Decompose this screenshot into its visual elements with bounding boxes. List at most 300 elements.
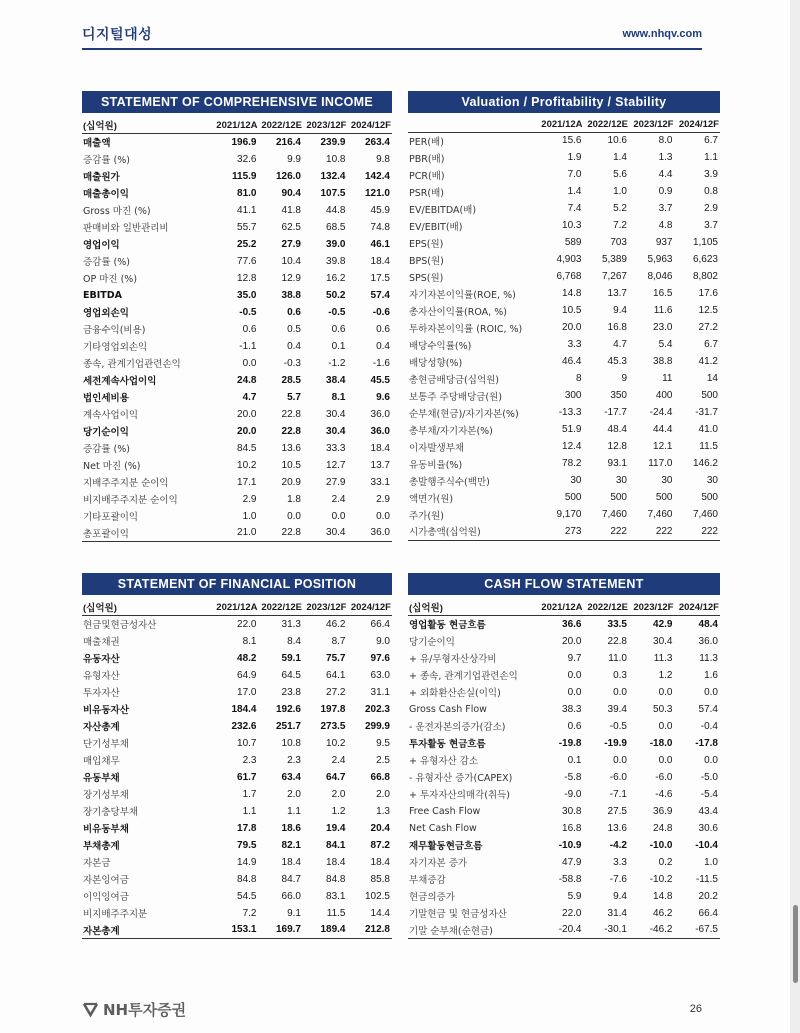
value-cell: 57.4 (698, 703, 718, 715)
row-label: 배당성향(%) (409, 357, 463, 369)
value-cell: 0.2 (658, 856, 673, 868)
value-cell: 2.9 (242, 493, 257, 505)
value-cell: 0.0 (704, 686, 718, 698)
value-cell: 0.0 (567, 686, 582, 698)
income-statement-title: STATEMENT OF COMPREHENSIVE INCOME (82, 91, 392, 113)
value-cell: 27.5 (607, 805, 627, 817)
value-cell: 8.0 (658, 135, 673, 147)
value-cell: 8.1 (242, 635, 257, 647)
value-cell: 22.8 (607, 635, 627, 647)
value-cell: 5.7 (287, 391, 301, 403)
value-cell: -0.4 (700, 720, 718, 732)
website-link[interactable]: www.nhqv.com (622, 28, 702, 40)
value-cell: 5.9 (567, 890, 582, 902)
row-label: EV/EBITDA(배) (409, 204, 477, 216)
value-cell: 54.5 (237, 890, 257, 902)
table-row (82, 735, 392, 752)
value-cell: 7.0 (567, 169, 582, 180)
value-cell: 21.0 (214, 525, 259, 542)
value-cell: 17.6 (698, 288, 718, 299)
table-row (82, 803, 392, 820)
table-header-row (82, 118, 392, 134)
value-cell: 8,802 (692, 271, 718, 282)
value-cell: 18.4 (326, 856, 346, 868)
value-cell: 9.9 (287, 153, 301, 165)
value-cell: 5.4 (658, 339, 673, 350)
value-cell: -6.0 (609, 771, 627, 783)
value-cell: 5,389 (601, 254, 627, 265)
table-row (82, 440, 392, 457)
row-label: 주가(원) (409, 510, 444, 522)
value-cell: 3.3 (567, 339, 582, 350)
value-cell: -58.8 (558, 873, 582, 885)
value-cell: 0.0 (658, 720, 673, 732)
table-row (408, 854, 720, 871)
table-row (408, 786, 720, 803)
value-cell: 35.0 (237, 289, 257, 301)
value-cell: 85.8 (370, 873, 390, 885)
value-cell: 27.9 (326, 476, 346, 488)
value-cell: 84.1 (326, 839, 346, 851)
value-cell: 13.7 (370, 459, 390, 471)
row-label: 총현금배당금(십억원) (409, 374, 500, 386)
table-header-row (82, 600, 392, 616)
value-cell: 74.8 (370, 221, 390, 233)
row-label: 자산총계 (83, 722, 120, 733)
value-cell: 3.7 (704, 220, 718, 231)
value-cell: 2.0 (376, 788, 390, 800)
value-cell: 87.2 (370, 839, 390, 851)
value-cell: 117.0 (648, 458, 673, 469)
value-cell: 1.9 (567, 152, 582, 163)
value-cell: 22.8 (259, 525, 304, 542)
value-cell: 9.1 (287, 907, 301, 919)
value-cell: 273.5 (320, 720, 346, 732)
row-label: 당기순이익 (83, 427, 129, 438)
value-cell: 2.4 (331, 493, 346, 505)
row-label: - 유형자산 증가(CAPEX) (409, 773, 513, 784)
value-cell: 4.4 (658, 169, 673, 180)
table-row (408, 132, 720, 149)
row-label: 판매비와 일반관리비 (83, 223, 169, 234)
value-cell: 93.1 (607, 458, 627, 469)
value-cell: 222 (675, 523, 721, 540)
year-header: 2024/12F (675, 600, 721, 616)
value-cell: 7,460 (692, 509, 718, 520)
year-header: 2023/12F (629, 600, 675, 616)
value-cell: 1.0 (704, 856, 718, 868)
value-cell: 19.4 (326, 822, 346, 834)
value-cell: -46.2 (629, 922, 675, 939)
value-cell: 46.2 (326, 618, 346, 630)
value-cell: -67.5 (675, 922, 721, 939)
value-cell: 18.6 (281, 822, 301, 834)
value-cell: 82.1 (281, 839, 301, 851)
header-divider (82, 48, 702, 50)
table-row (82, 701, 392, 718)
table-row (408, 752, 720, 769)
unit-header: (십억원) (82, 118, 214, 134)
table-row (82, 633, 392, 650)
value-cell: -0.5 (239, 306, 257, 318)
value-cell: 350 (610, 390, 627, 401)
value-cell: 16.8 (562, 822, 582, 834)
row-label: 유동비율(%) (409, 459, 463, 471)
value-cell: 38.3 (562, 703, 582, 715)
row-label: 총부채/자기자본(%) (409, 425, 493, 437)
year-header: 2022/12E (259, 118, 304, 134)
row-label: + 종속, 관계기업관련손익 (409, 671, 518, 682)
table-row (408, 769, 720, 786)
value-cell: 63.0 (370, 669, 390, 681)
row-label: 비유동부채 (83, 824, 129, 835)
value-cell: 17.5 (370, 272, 390, 284)
value-cell: 36.6 (562, 618, 582, 630)
table-row (82, 168, 392, 185)
value-cell: 78.2 (562, 458, 582, 469)
value-cell: -1.6 (372, 357, 390, 369)
table-row (82, 202, 392, 219)
value-cell: 38.4 (326, 374, 346, 386)
value-cell: -0.6 (372, 306, 390, 318)
value-cell: 4,903 (556, 254, 582, 265)
value-cell: 41.0 (698, 424, 718, 435)
value-cell: 0.0 (658, 686, 673, 698)
row-label: EV/EBIT(배) (409, 221, 463, 233)
value-cell: 500 (655, 492, 673, 503)
value-cell: -17.8 (695, 737, 718, 749)
value-cell: 30 (570, 475, 582, 486)
row-label: + 유형자산 감소 (409, 756, 479, 767)
value-cell: 32.6 (237, 153, 257, 165)
value-cell: 1.6 (704, 669, 718, 681)
table-row (82, 491, 392, 508)
value-cell: -7.1 (609, 788, 627, 800)
value-cell: 9.4 (613, 890, 627, 902)
value-cell: -1.1 (239, 340, 257, 352)
table-row (82, 355, 392, 372)
value-cell: -10.9 (558, 839, 582, 851)
value-cell: 0.0 (287, 510, 301, 522)
row-label: EBITDA (83, 289, 122, 301)
year-header: 2021/12A (214, 118, 259, 134)
value-cell: 9.4 (613, 305, 627, 316)
value-cell: 0.0 (613, 686, 627, 698)
table-row (408, 684, 720, 701)
row-label: 기말 순부채(순현금) (408, 922, 538, 939)
value-cell: 13.6 (281, 442, 301, 454)
value-cell: 1.2 (331, 805, 346, 817)
value-cell: 1.4 (613, 152, 627, 163)
value-cell: 1,105 (692, 237, 718, 248)
value-cell: -0.5 (328, 306, 346, 318)
value-cell: 18.4 (281, 856, 301, 868)
table-row (408, 183, 720, 200)
row-label: - 운전자본의증가(감소) (409, 722, 506, 733)
table-row (82, 837, 392, 854)
table-row (82, 253, 392, 270)
year-header: 2021/12A (214, 600, 259, 616)
table-row (408, 489, 720, 506)
row-label: 장기충당부채 (83, 807, 139, 818)
value-cell: 12.7 (326, 459, 346, 471)
row-label: 증감률 (%) (83, 155, 130, 166)
row-label: 보통주 주당배당금(원) (409, 391, 503, 403)
value-cell: 703 (610, 237, 627, 248)
value-cell: -5.8 (564, 771, 582, 783)
value-cell: 0.0 (613, 754, 627, 766)
row-label: 영업활동 현금흐름 (409, 620, 486, 632)
value-cell: 57.4 (370, 289, 390, 301)
row-label: 유형자산 (83, 671, 120, 682)
table-row (408, 616, 720, 633)
value-cell: -24.4 (649, 407, 673, 418)
value-cell: 12.8 (237, 272, 257, 284)
year-header: 2023/12F (303, 600, 348, 616)
row-label: 현금및현금성자산 (83, 620, 157, 632)
value-cell: 13.6 (607, 822, 627, 834)
value-cell: 10.2 (237, 459, 257, 471)
scrollbar-thumb[interactable] (793, 905, 798, 983)
row-label: 기말현금 및 현금성자산 (409, 909, 507, 920)
value-cell: 2.9 (376, 493, 390, 505)
value-cell: 39.0 (326, 238, 346, 250)
row-label: 세전계속사업이익 (83, 376, 157, 387)
row-label: 총포괄이익 (82, 525, 214, 542)
table-row (408, 149, 720, 166)
table-row (82, 457, 392, 474)
value-cell: 28.5 (281, 374, 301, 386)
table-row (82, 820, 392, 837)
value-cell: 1.3 (658, 152, 673, 163)
row-label: 증감률 (%) (83, 257, 130, 268)
value-cell: -17.7 (604, 407, 627, 418)
table-row (82, 236, 392, 253)
value-cell: 45.9 (370, 204, 390, 216)
value-cell: 9.7 (567, 652, 582, 664)
value-cell: 62.5 (281, 221, 301, 233)
value-cell: 38.8 (281, 289, 301, 301)
value-cell: 36.0 (370, 425, 390, 437)
value-cell: 11.0 (608, 652, 627, 664)
table-row (408, 370, 720, 387)
value-cell: 20.9 (281, 476, 301, 488)
valuation-block (408, 91, 720, 541)
value-cell: 30 (706, 475, 718, 486)
value-cell: 41.2 (698, 356, 718, 367)
value-cell: 27.2 (698, 322, 718, 333)
value-cell: 11.3 (699, 652, 718, 664)
row-label: + 외화환산손실(이익) (409, 688, 501, 699)
value-cell: 7.4 (567, 203, 582, 214)
value-cell: 10.5 (562, 305, 582, 316)
row-label: 영업이익 (83, 240, 120, 251)
value-cell: -30.1 (584, 922, 630, 939)
value-cell: 12.8 (607, 441, 627, 452)
table-row (82, 650, 392, 667)
value-cell: 64.9 (237, 669, 257, 681)
value-cell: 61.7 (237, 771, 257, 783)
table-row (408, 667, 720, 684)
row-label: 매출총이익 (83, 189, 129, 200)
value-cell: 97.6 (370, 652, 390, 664)
table-row (82, 304, 392, 321)
value-cell: 14 (706, 373, 718, 384)
value-cell: 10.8 (281, 737, 301, 749)
year-header: 2021/12A (538, 118, 584, 132)
value-cell: 4.7 (613, 339, 627, 350)
table-header-row (408, 118, 720, 132)
table-row (82, 667, 392, 684)
value-cell: 0.9 (658, 186, 673, 197)
value-cell: -0.5 (609, 720, 627, 732)
table-row (408, 404, 720, 421)
table-row (82, 508, 392, 525)
income-table (82, 118, 392, 542)
value-cell: 46.4 (562, 356, 582, 367)
row-label: PBR(배) (409, 153, 445, 165)
table-row (82, 616, 392, 633)
value-cell: 11.5 (326, 907, 346, 919)
value-cell: 3.7 (658, 203, 673, 214)
table-row (82, 219, 392, 236)
table-row (82, 786, 392, 803)
row-label: 금융수익(비용) (83, 325, 146, 336)
row-label: 매출원가 (83, 172, 120, 183)
value-cell: -19.9 (604, 737, 627, 749)
value-cell: -6.0 (655, 771, 673, 783)
value-cell: 64.7 (326, 771, 346, 783)
table-row (408, 718, 720, 735)
value-cell: 41.1 (237, 204, 257, 216)
value-cell: 115.9 (232, 170, 257, 182)
table-row (408, 336, 720, 353)
table-row (408, 803, 720, 820)
value-cell: 12.4 (562, 441, 582, 452)
value-cell: 1.4 (567, 186, 582, 197)
value-cell: 23.8 (281, 686, 301, 698)
value-cell: 22.0 (562, 907, 582, 919)
value-cell: 75.7 (326, 652, 346, 664)
table-row (408, 353, 720, 370)
value-cell: 10.7 (237, 737, 257, 749)
value-cell: 45.5 (370, 374, 390, 386)
value-cell: -1.2 (328, 357, 346, 369)
value-cell: 9.6 (376, 391, 390, 403)
value-cell: 5,963 (647, 254, 673, 265)
value-cell: 3.9 (704, 169, 718, 180)
value-cell: 102.5 (364, 890, 390, 902)
value-cell: 18.4 (370, 255, 390, 267)
value-cell: 33.3 (326, 442, 346, 454)
row-label: 이자발생부채 (409, 442, 465, 454)
value-cell: 11.5 (699, 441, 718, 452)
table-row (82, 854, 392, 871)
value-cell: 55.7 (237, 221, 257, 233)
row-label: Net 마진 (%) (83, 461, 141, 472)
row-label: PER(배) (409, 136, 444, 148)
value-cell: 48.2 (237, 652, 257, 664)
value-cell: 66.0 (281, 890, 301, 902)
value-cell: 2.0 (287, 788, 301, 800)
value-cell: 66.4 (370, 618, 390, 630)
value-cell: 0.6 (331, 323, 346, 335)
value-cell: 251.7 (275, 720, 301, 732)
row-label: 부채총계 (83, 841, 120, 852)
value-cell: -5.4 (700, 788, 718, 800)
value-cell: 1.8 (287, 493, 301, 505)
value-cell: 10.5 (281, 459, 301, 471)
row-label: 자기자본이익률(ROE, %) (409, 289, 516, 301)
value-cell: -10.2 (649, 873, 673, 885)
value-cell: -10.0 (649, 839, 673, 851)
value-cell: 30.6 (698, 822, 718, 834)
value-cell: 30 (615, 475, 627, 486)
row-label: 총자산이익률(ROA, %) (409, 306, 507, 318)
value-cell: 500 (610, 492, 627, 503)
value-cell: 9.0 (376, 635, 390, 647)
value-cell: 27.2 (326, 686, 346, 698)
table-row (82, 151, 392, 168)
table-row (408, 302, 720, 319)
row-label: 부채증감 (409, 875, 446, 886)
row-label: 유동자산 (83, 654, 120, 665)
year-header: 2023/12F (303, 118, 348, 134)
value-cell: 84.8 (237, 873, 257, 885)
value-cell: -11.5 (695, 873, 718, 885)
value-cell: 146.2 (692, 458, 718, 469)
year-header: 2021/12A (538, 600, 584, 616)
unit-header (408, 118, 538, 132)
value-cell: 216.4 (275, 136, 301, 148)
value-cell: 11 (662, 373, 673, 384)
year-header: 2022/12E (259, 600, 304, 616)
row-label: 투자활동 현금흐름 (409, 739, 486, 750)
value-cell: 46.2 (653, 907, 673, 919)
value-cell: 30.4 (303, 525, 348, 542)
value-cell: 50.3 (653, 703, 673, 715)
row-label: 투하자본이익률 (ROIC, %) (409, 323, 523, 335)
value-cell: 48.4 (698, 618, 718, 630)
footer-logo (82, 999, 186, 1020)
table-row (408, 701, 720, 718)
row-label: 액면가(원) (409, 493, 454, 505)
value-cell: 0.4 (287, 340, 301, 352)
row-label: 자기자본 증가 (409, 858, 468, 869)
row-label: 시가총액(십억원) (408, 523, 538, 540)
table-row (82, 321, 392, 338)
value-cell: 6.7 (704, 135, 718, 147)
value-cell: 153.1 (214, 922, 259, 939)
table-row (82, 474, 392, 491)
value-cell: 38.8 (653, 356, 673, 367)
table-row (408, 837, 720, 854)
table-row (408, 438, 720, 455)
row-label: 현금의증가 (409, 892, 455, 903)
value-cell: 6.7 (704, 339, 718, 350)
year-header: 2022/12E (584, 118, 630, 132)
financial-table (82, 600, 392, 939)
table-row (408, 387, 720, 404)
table-row (408, 922, 720, 939)
table-row (408, 285, 720, 302)
value-cell: 2.4 (331, 754, 346, 766)
value-cell: 30.4 (653, 635, 673, 647)
value-cell: 2.3 (287, 754, 301, 766)
value-cell: 27.9 (281, 238, 301, 250)
value-cell: 0.1 (331, 340, 346, 352)
value-cell: 43.4 (698, 805, 718, 817)
